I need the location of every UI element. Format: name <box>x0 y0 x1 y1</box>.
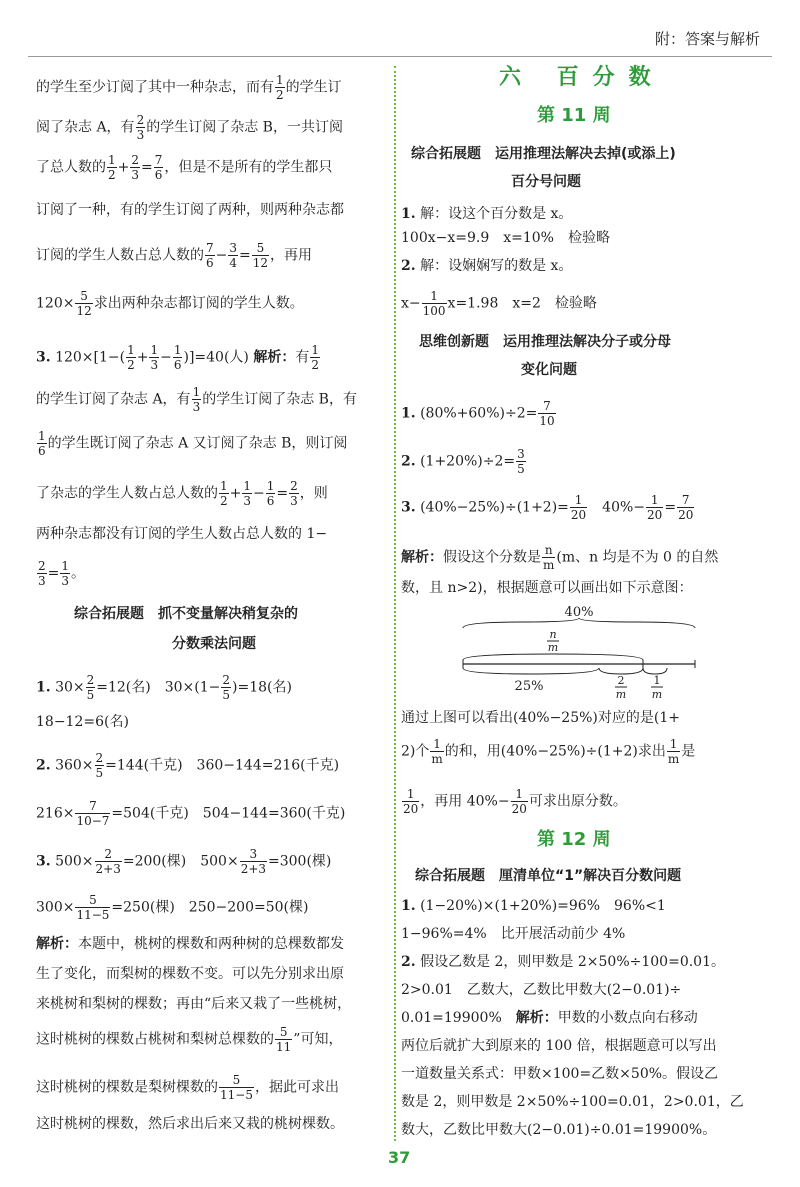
r-q7-line-5: 一道数量关系式：甲数×100=乙数×50%。假设乙 <box>401 1066 719 1082</box>
fraction: $\frac{1}{6}$ <box>266 479 275 508</box>
analysis-label: 解析： <box>401 549 443 566</box>
r-analysis-4: 2)个 $\frac{1}{m}$ 的和，用(40%−25%)÷(1+2)求出 $\frac{1}{m}$ 是 <box>401 737 696 766</box>
s2-q2: 2. 360× $\frac{2}{5}$ =144(千克) 360−144=216(千克) <box>36 751 340 780</box>
q3-line-6: $\frac{2}{3}$ = $\frac{1}{3}$ 。 <box>38 559 86 588</box>
segment-diagram <box>461 602 701 702</box>
r-q6-line-2: 1−96%=4% 比开展活动前少 4% <box>401 926 626 942</box>
fraction: $\frac{1}{2}$ <box>108 153 116 182</box>
analysis-label: 解析： <box>36 936 78 952</box>
s2-analysis-4: 这时桃树的棵数占桃树和梨树总棵数的 $\frac{5}{11}$ ”可知， <box>36 1025 343 1054</box>
fraction: $\frac{1}{2}$ <box>276 73 284 102</box>
r-q7-line-4: 两位后就扩大到原来的 100 倍，根据题意可以写出 <box>401 1038 717 1054</box>
fraction: $\frac{1}{2}$ <box>311 343 319 372</box>
mid-brace <box>463 654 643 660</box>
section-title-r2: 思维创新题 运用推理法解决分子或分母 <box>419 334 671 350</box>
r-q7-line-3: 0.01=19900% 解析：甲数的小数点向右移动 <box>401 1010 698 1026</box>
intro-line-5: 订阅的学生人数占总人数的 $\frac{7}{6}$ − $\frac{3}{4}$ = $\frac{5}{12}$ ，再用 <box>36 241 313 270</box>
fraction: $\frac{5}{11-5}$ <box>76 893 110 922</box>
q3-line-5: 两种杂志都没有订阅的学生人数占总人数的 1− <box>36 526 328 542</box>
intro-line-1: 的学生至少订阅了其中一种杂志，而有 $\frac{1}{2}$ 的学生订 <box>36 73 342 102</box>
fraction: $\frac{1}{20}$ <box>403 787 419 816</box>
diagram-label-40: 40% <box>564 605 594 620</box>
s2-q1-line-2: 18−12=6(名) <box>36 714 129 730</box>
header-rule <box>28 56 772 57</box>
fraction: $\frac{1}{2}$ <box>220 479 228 508</box>
r-analysis-1: 解析：假设这个分数是 $\frac{n}{m}$ (m、n 均是不为 0 的自然 <box>401 543 719 572</box>
r-analysis-2: 数，且 n>2)，根据题意可以画出如下示意图： <box>401 580 693 596</box>
fraction: $\frac{5}{11}$ <box>276 1025 292 1054</box>
fraction: $\frac{1}{20}$ <box>647 493 663 522</box>
s2-analysis-6: 这时桃树的棵数，然后求出后来又栽的桃树棵数。 <box>36 1116 344 1132</box>
fraction: $\frac{1}{20}$ <box>570 493 587 522</box>
fraction: $\frac{2}{3}$ <box>131 153 140 182</box>
section-title-r1: 综合拓展题 运用推理法解决去掉(或添上) <box>411 146 676 162</box>
r-q1-line-2: 100x−x=9.9 x=10% 检验略 <box>401 230 610 246</box>
fraction: $\frac{7}{20}$ <box>678 493 694 522</box>
section-title-left: 综合拓展题 抓不变量解决稍复杂的 <box>74 606 298 622</box>
fraction: $\frac{7}{10-7}$ <box>76 799 110 828</box>
r-q2: 2. 解：设娴娴写的数是 x。 <box>401 258 573 274</box>
fraction: $\frac{2}{5}$ <box>86 673 95 702</box>
r-q6: 1. (1−20%)×(1+20%)=96% 96%<1 <box>401 898 666 914</box>
intro-line-6: 120× $\frac{5}{12}$ 求出两种杂志都订阅的学生人数。 <box>36 289 304 318</box>
column-divider <box>394 66 396 1141</box>
fraction: $\frac{3}{5}$ <box>517 447 525 476</box>
fraction: $\frac{2}{5}$ <box>222 673 231 702</box>
r-q3: 1. (80%+60%)÷2= $\frac{7}{10}$ <box>401 399 555 428</box>
section-subtitle-r2: 变化问题 <box>521 362 577 378</box>
diagram-label-25: 25% <box>514 679 544 694</box>
fraction: $\frac{2}{5}$ <box>95 751 104 780</box>
r-q2-line-2: x− $\frac{1}{100}$ x=1.98 x=2 检验略 <box>401 289 597 318</box>
fraction: $\frac{7}{6}$ <box>206 241 214 270</box>
fraction: $\frac{1}{6}$ <box>173 343 182 372</box>
page-header <box>0 0 800 62</box>
fraction: $\frac{1}{2}$ <box>127 343 135 372</box>
week-11-title: 第 11 周 <box>537 105 611 126</box>
fraction: $\frac{n}{m}$ <box>543 543 555 572</box>
q3-equation: 3. 120×[1−( $\frac{1}{2}$ + $\frac{1}{3}$ − $\frac{1}{6}$ )]=40(人) 解析：有 $\frac{1}{2}$ <box>36 343 319 372</box>
fraction: $\frac{1}{3}$ <box>243 479 252 508</box>
diagram-2: 2 <box>617 674 625 687</box>
r-q7-line-6: 数是 2，则甲数是 2×50%÷100=0.01，2>0.01，乙 <box>401 1094 744 1110</box>
fraction: $\frac{1}{3}$ <box>192 385 201 414</box>
fraction: $\frac{7}{10}$ <box>539 399 555 428</box>
fraction: $\frac{1}{m}$ <box>667 737 680 766</box>
fraction: $\frac{1}{20}$ <box>511 787 527 816</box>
fraction: $\frac{7}{6}$ <box>154 153 163 182</box>
fraction: $\frac{2}{3}$ <box>38 559 46 588</box>
section-subtitle-left: 分数乘法问题 <box>172 636 256 652</box>
fraction: $\frac{1}{3}$ <box>150 343 159 372</box>
week-12-title: 第 12 周 <box>537 829 611 850</box>
r-analysis-5: $\frac{1}{20}$ ，再用 40%− $\frac{1}{20}$ 可求出原分数。 <box>403 787 627 816</box>
s2-analysis-2: 生了变化，而梨树的棵数不变。可以先分别求出原 <box>36 966 344 982</box>
fraction: $\frac{1}{3}$ <box>61 559 70 588</box>
diagram-m: m <box>547 641 559 654</box>
intro-line-2: 阅了杂志 A，有 $\frac{2}{3}$ 的学生订阅了杂志 B，一共订阅 <box>36 113 343 142</box>
fraction: $\frac{1}{m}$ <box>431 737 443 766</box>
section-subtitle-r1: 百分号问题 <box>511 174 581 190</box>
header-title: 附：答案与解析 <box>654 30 760 48</box>
s2-analysis-3: 来桃树和梨树的棵数；再由“后来又栽了一些桃树， <box>36 996 352 1012</box>
s2-q1: 1. 30× $\frac{2}{5}$ =12(名) 30×(1− $\frac{2}{5}$ )=18(名) <box>36 673 292 702</box>
page-number: 37 <box>388 1148 411 1167</box>
diagram-m-1: m <box>651 688 663 701</box>
s2-q3-line-2: 300× $\frac{5}{11-5}$ =250(棵) 250−200=50(棵) <box>36 893 309 922</box>
bottom-brace-25 <box>463 668 599 674</box>
fraction: $\frac{1}{100}$ <box>422 289 446 318</box>
diagram-1: 1 <box>653 674 661 687</box>
q3-line-4: 了杂志的学生人数占总人数的 $\frac{1}{2}$ + $\frac{1}{3}$ − $\frac{1}{6}$ = $\frac{2}{3}$ ，则 <box>36 479 328 508</box>
intro-line-3: 了总人数的 $\frac{1}{2}$ + $\frac{2}{3}$ = $\frac{7}{6}$ ，但是不是所有的学生都只 <box>36 153 333 182</box>
fraction: $\frac{2}{2+3}$ <box>95 847 121 876</box>
fraction: $\frac{5}{12}$ <box>252 241 269 270</box>
intro-line-4: 订阅了一种，有的学生订阅了两种，则两种杂志都 <box>36 202 344 218</box>
s2-q2-line-2: 216× $\frac{7}{10-7}$ =504(千克) 504−144=360(千克) <box>36 799 346 828</box>
r-q7-line-7: 数大，乙数比甲数大(2−0.01)÷0.01=19900%。 <box>401 1122 717 1138</box>
fraction: $\frac{3}{2+3}$ <box>240 847 267 876</box>
s2-q3: 3. 500× $\frac{2}{2+3}$ =200(棵) 500× $\frac{3}{2+3}$ =300(棵) <box>36 847 332 876</box>
q3-line-2: 的学生订阅了杂志 A，有 $\frac{1}{3}$ 的学生订阅了杂志 B，有 <box>36 385 357 414</box>
analysis-label: 解析： <box>515 1010 558 1026</box>
q3-line-3: $\frac{1}{6}$ 的学生既订阅了杂志 A 又订阅了杂志 B，则订阅 <box>38 429 348 458</box>
analysis-label: 解析： <box>253 349 296 366</box>
unit-title: 六 百分数 <box>499 65 665 90</box>
s2-analysis-5: 这时桃树的棵数是梨树棵数的 $\frac{5}{11-5}$ ，据此可求出 <box>36 1073 339 1102</box>
diagram-n: n <box>549 628 557 641</box>
r-q4: 2. (1+20%)÷2= $\frac{3}{5}$ <box>401 447 525 476</box>
diagram-m-2: m <box>615 688 627 701</box>
r-q5: 3. (40%−25%)÷(1+2)= $\frac{1}{20}$ 40%− $\frac{1}{20}$ = $\frac{7}{20}$ <box>401 493 694 522</box>
fraction: $\frac{1}{6}$ <box>38 429 46 458</box>
section-title-r3: 综合拓展题 厘清单位“1”解决百分数问题 <box>415 868 682 884</box>
fraction: $\frac{5}{12}$ <box>76 289 92 318</box>
r-q7-line-2: 2>0.01 乙数大，乙数比甲数大(2−0.01)÷ <box>401 982 682 998</box>
fraction: $\frac{5}{11-5}$ <box>220 1073 253 1102</box>
r-q1: 1. 解：设这个百分数是 x。 <box>401 206 573 222</box>
r-analysis-3: 通过上图可以看出(40%−25%)对应的是(1+ <box>401 710 680 726</box>
fraction: $\frac{2}{3}$ <box>136 113 145 142</box>
r-q7: 2. 假设乙数是 2，则甲数是 2×50%÷100=0.01。 <box>401 954 725 970</box>
fraction: $\frac{2}{3}$ <box>290 479 298 508</box>
s2-analysis-1: 解析：本题中，桃树的棵数和两种树的总棵数都发 <box>36 936 344 952</box>
fraction: $\frac{3}{4}$ <box>229 241 238 270</box>
